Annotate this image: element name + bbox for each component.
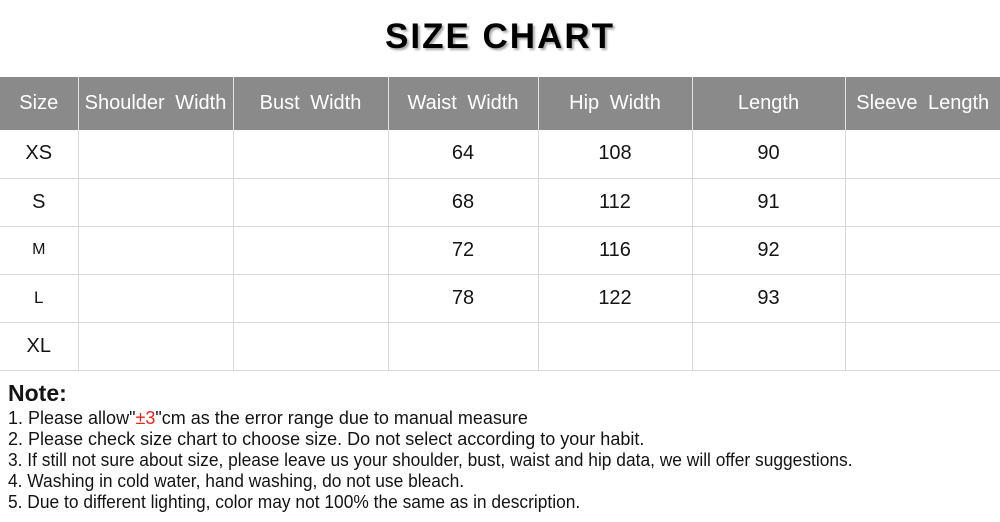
notes-section: [0, 371, 1000, 513]
page-title: SIZE CHART: [385, 16, 615, 56]
table-cell: 72: [388, 226, 538, 274]
size-chart-table: [0, 77, 1000, 371]
table-cell: 116: [538, 226, 692, 274]
size-label: XS: [0, 130, 78, 178]
table-cell: [78, 322, 233, 370]
header-row: [0, 77, 1000, 130]
error-range-highlight: ±3: [135, 407, 156, 428]
table-cell: [845, 226, 1000, 274]
table-cell: 122: [538, 274, 692, 322]
note-line-1-prefix: 1. Please allow": [8, 407, 136, 428]
size-label: L: [0, 274, 78, 322]
table-cell: 78: [388, 274, 538, 322]
table-cell: 108: [538, 130, 692, 178]
table-cell: [538, 322, 692, 370]
table-cell: [78, 178, 233, 226]
table-cell: [233, 226, 388, 274]
table-cell: [233, 274, 388, 322]
title-bar: [0, 0, 1000, 77]
column-header-shoulder-width: Shoulder Width: [78, 77, 233, 130]
table-cell: 112: [538, 178, 692, 226]
note-line-1: [8, 408, 990, 429]
table-cell: [845, 274, 1000, 322]
table-row-m: [0, 226, 1000, 274]
table-cell: [845, 178, 1000, 226]
table-cell: [233, 322, 388, 370]
table-row-l: [0, 274, 1000, 322]
table-row-xs: [0, 130, 1000, 178]
note-line-2: 2. Please check size chart to choose size. Do not select according to your habit.: [8, 428, 645, 449]
table-cell: [388, 322, 538, 370]
table-cell: [233, 130, 388, 178]
column-header-waist-width: Waist Width: [388, 77, 538, 130]
table-cell: [78, 130, 233, 178]
table-cell: [78, 274, 233, 322]
column-header-size: Size: [0, 77, 78, 130]
table-cell: 64: [388, 130, 538, 178]
table-cell: [233, 178, 388, 226]
note-line-1-suffix: "cm as the error range due to manual measure: [155, 407, 528, 428]
column-header-hip-width: Hip Width: [538, 77, 692, 130]
note-line-3: 3. If still not sure about size, please leave us your shoulder, bust, waist and hip data, we will offer suggestions.: [8, 449, 853, 470]
table-cell: [78, 226, 233, 274]
note-line-4: 4. Washing in cold water, hand washing, do not use bleach.: [8, 470, 465, 491]
table-row-xl: [0, 322, 1000, 370]
table-cell: [845, 130, 1000, 178]
column-header-sleeve-length: Sleeve Length: [845, 77, 1000, 130]
column-header-length: Length: [692, 77, 845, 130]
table-cell: [692, 322, 845, 370]
table-cell: [845, 322, 1000, 370]
note-heading: Note:: [8, 379, 67, 406]
size-label: S: [0, 178, 78, 226]
column-header-bust-width: Bust Width: [233, 77, 388, 130]
note-line-5: 5. Due to different lighting, color may not 100% the same as in description.: [8, 491, 581, 512]
size-label: M: [0, 226, 78, 274]
table-row-s: [0, 178, 1000, 226]
size-label: XL: [0, 322, 78, 370]
table-cell: 93: [692, 274, 845, 322]
table-cell: 90: [692, 130, 845, 178]
table-cell: 92: [692, 226, 845, 274]
table-cell: 68: [388, 178, 538, 226]
table-cell: 91: [692, 178, 845, 226]
